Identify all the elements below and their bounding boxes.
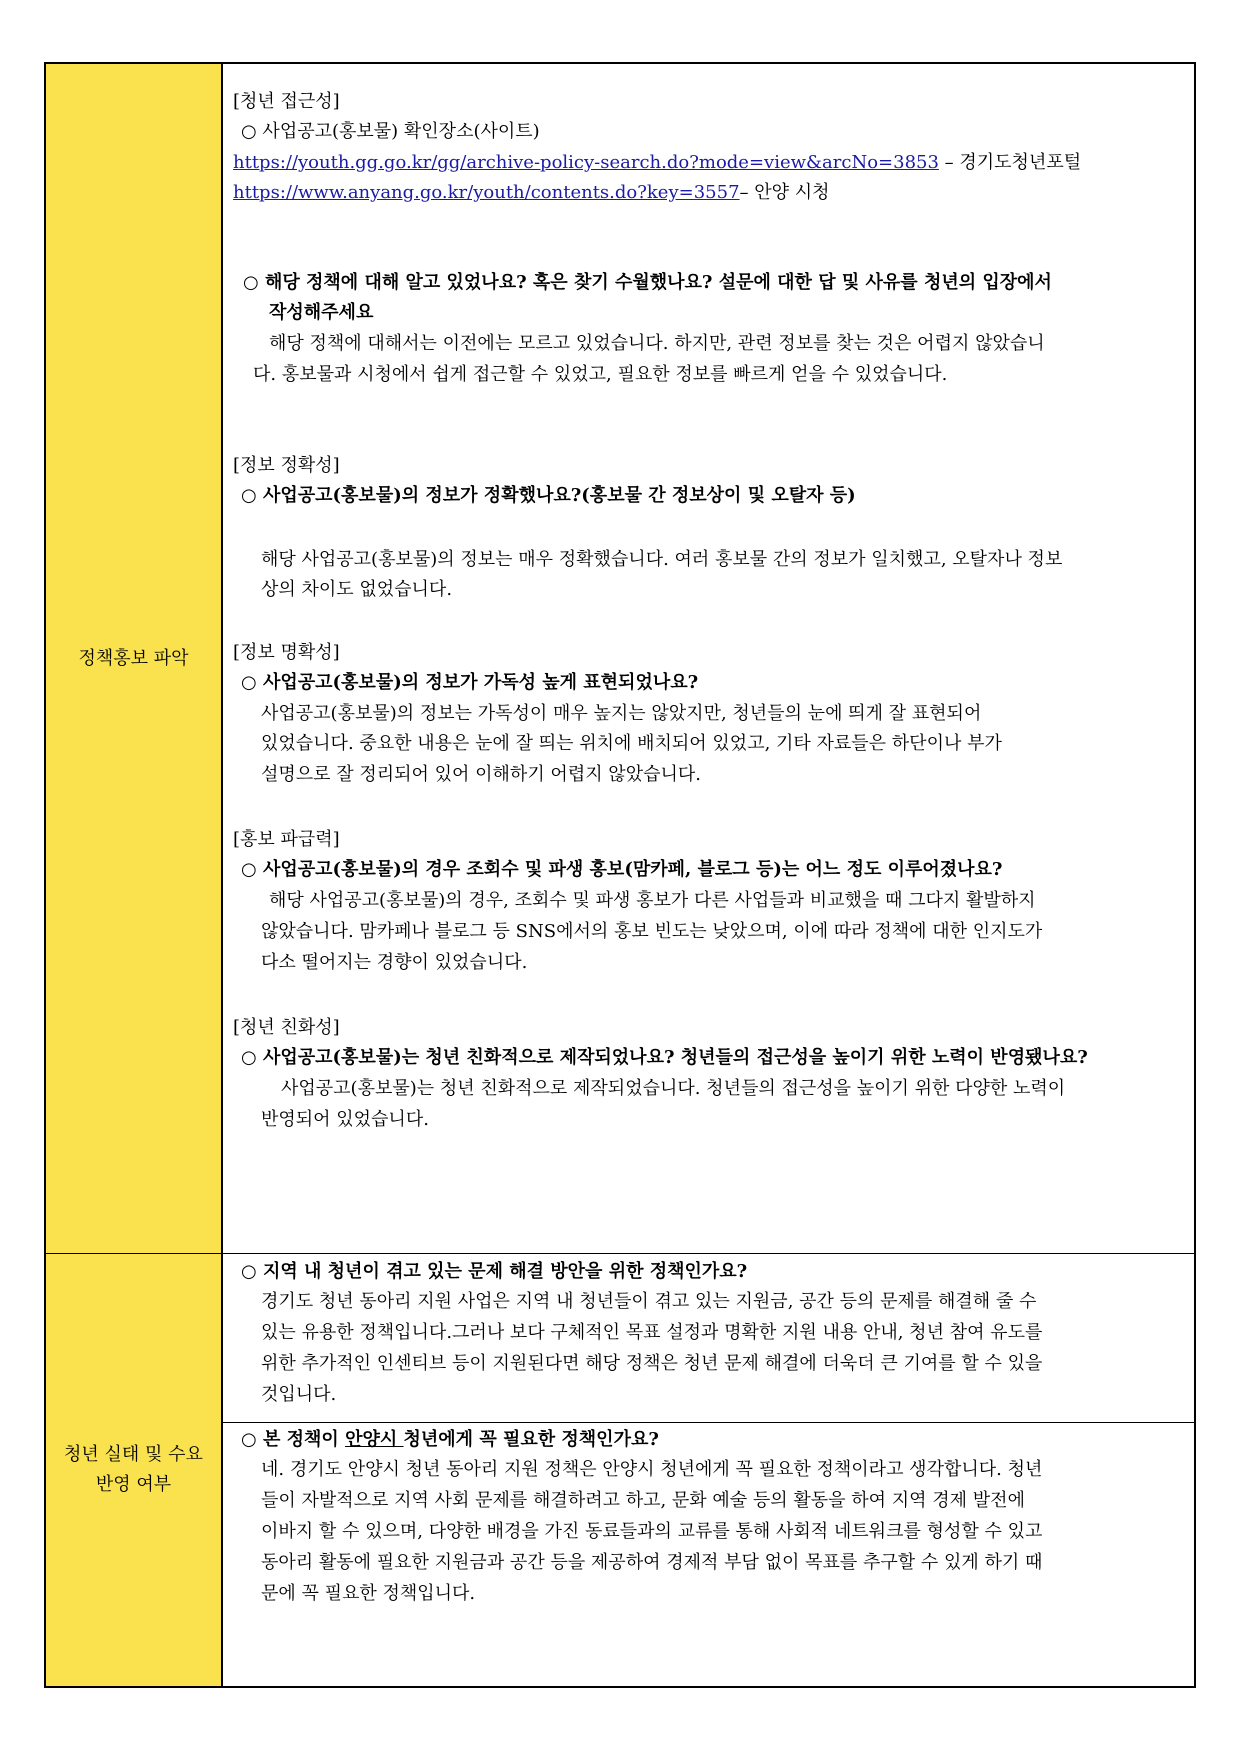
answer-text: 다. 홍보물과 시청에서 쉽게 접근할 수 있었고, 필요한 정보를 빠르게 얻을 수 있었습니다. xyxy=(253,364,948,385)
link-line-2 xyxy=(233,181,830,205)
city-name: 안양시 xyxy=(345,1429,404,1450)
row-label-youth-needs xyxy=(46,1254,223,1686)
link-anyang-city[interactable]: https://www.anyang.go.kr/youth/contents.do?key=3557 xyxy=(233,182,740,203)
heading-youth-access: [청년 접근성] xyxy=(233,91,340,112)
heading-info-clarity: [정보 명확성] xyxy=(233,642,340,663)
inner-divider xyxy=(223,1422,1194,1423)
answer-text: 동아리 활동에 필요한 지원금과 공간 등을 제공하여 경제적 부담 없이 목표를 추구할 수 있게 하기 때 xyxy=(261,1552,1043,1573)
question-awareness: ○ 해당 정책에 대해 알고 있었나요? 혹은 찾기 수월했나요? 설문에 대한 답 및 사유를 청년의 입장에서 xyxy=(243,272,1052,293)
label-text: 정책홍보 파악 xyxy=(78,647,189,669)
answer-text: 있는 유용한 정책입니다.그러나 보다 구체적인 목표 설정과 명확한 지원 내용 안내, 청년 참여 유도를 xyxy=(261,1322,1043,1343)
answer-text: 반영되어 있었습니다. xyxy=(261,1109,429,1130)
answer-text: 위한 추가적인 인센티브 등이 지원된다면 해당 정책은 청년 문제 해결에 더욱더 큰 기여를 할 수 있을 xyxy=(261,1353,1043,1374)
answer-text: 사업공고(홍보물)의 정보는 가독성이 매우 높지는 않았지만, 청년들의 눈에 띄게 잘 표현되어 xyxy=(261,703,982,724)
row-policy-promotion xyxy=(46,64,1194,1254)
answer-text: 상의 차이도 없었습니다. xyxy=(261,579,453,600)
heading-info-accuracy: [정보 정확성] xyxy=(233,455,340,476)
answer-text: 것입니다. xyxy=(261,1384,337,1405)
question-clarity: ○ 사업공고(홍보물)의 정보가 가독성 높게 표현되었나요? xyxy=(241,672,699,693)
question-friendliness: ○ 사업공고(홍보물)는 청년 친화적으로 제작되었나요? 청년들의 접근성을 높이기 위한 노력이 반영됐나요? xyxy=(241,1047,1088,1068)
question-necessity xyxy=(241,1428,659,1452)
question-accuracy: ○ 사업공고(홍보물)의 정보가 정확했나요?(홍보물 간 정보상이 및 오탈자 등) xyxy=(241,485,856,506)
row-label-policy-promotion xyxy=(46,64,223,1253)
answer-text: 설명으로 잘 정리되어 있어 이해하기 어렵지 않았습니다. xyxy=(261,764,701,785)
answer-text: 있었습니다. 중요한 내용은 눈에 잘 띄는 위치에 배치되어 있었고, 기타 자료들은 하단이나 부가 xyxy=(261,733,1002,754)
answer-text: 해당 사업공고(홍보물)의 경우, 조회수 및 파생 홍보가 다른 사업들과 비교했을 때 그다지 활발하지 xyxy=(269,890,1036,911)
answer-text: 않았습니다. 맘카페나 블로그 등 SNS에서의 홍보 빈도는 낮았으며, 이에 따라 정책에 대한 인지도가 xyxy=(261,921,1043,942)
answer-text: 해당 정책에 대해서는 이전에는 모르고 있었습니다. 하지만, 관련 정보를 찾는 것은 어렵지 않았습니 xyxy=(269,333,1045,354)
question-prefix: ○ 본 정책이 xyxy=(241,1429,346,1450)
evaluation-table xyxy=(44,62,1196,1688)
link-suffix: – 안양 시청 xyxy=(739,182,830,203)
question-suffix: 청년에게 꼭 필요한 정책인가요? xyxy=(403,1429,659,1450)
link-line-1 xyxy=(233,151,1081,175)
content-policy-promotion xyxy=(223,64,1194,1253)
answer-text: 다소 떨어지는 경향이 있었습니다. xyxy=(261,952,528,973)
link-youth-portal[interactable]: https://youth.gg.go.kr/gg/archive-policy-search.do?mode=view&arcNo=3853 xyxy=(233,152,939,173)
answer-text: 이바지 할 수 있으며, 다양한 배경을 가진 동료들과의 교류를 통해 사회적 네트워크를 형성할 수 있고 xyxy=(261,1521,1043,1542)
answer-text: 사업공고(홍보물)는 청년 친화적으로 제작되었습니다. 청년들의 접근성을 높이기 위한 다양한 노력이 xyxy=(281,1078,1066,1099)
answer-text: 경기도 청년 동아리 지원 사업은 지역 내 청년들이 겪고 있는 지원금, 공간 등의 문제를 해결해 줄 수 xyxy=(261,1291,1037,1312)
heading-youth-friendliness: [청년 친화성] xyxy=(233,1017,340,1038)
heading-promotion-reach: [홍보 파급력] xyxy=(233,829,340,850)
answer-text: 네. 경기도 안양시 청년 동아리 지원 정책은 안양시 청년에게 꼭 필요한 정책이라고 생각합니다. 청년 xyxy=(261,1459,1043,1480)
answer-text: 해당 사업공고(홍보물)의 정보는 매우 정확했습니다. 여러 홍보물 간의 정보가 일치했고, 오탈자나 정보 xyxy=(261,549,1063,570)
answer-text: 들이 자발적으로 지역 사회 문제를 해결하려고 하고, 문화 예술 등의 활동을 하여 지역 경제 발전에 xyxy=(261,1490,1025,1511)
label-text: 청년 실태 및 수요 xyxy=(64,1444,203,1465)
question-reach: ○ 사업공고(홍보물)의 경우 조회수 및 파생 홍보(맘카페, 블로그 등)는 어느 정도 이루어졌나요? xyxy=(241,859,1003,880)
row-youth-needs xyxy=(46,1254,1194,1686)
label-text: 반영 여부 xyxy=(95,1474,172,1495)
question-site: ○ 사업공고(홍보물) 확인장소(사이트) xyxy=(241,121,540,142)
question-awareness-cont: 작성해주세요 xyxy=(269,302,374,323)
question-local-problem: ○ 지역 내 청년이 겪고 있는 문제 해결 방안을 위한 정책인가요? xyxy=(241,1261,748,1282)
answer-text: 문에 꼭 필요한 정책입니다. xyxy=(261,1583,476,1604)
link-suffix: – 경기도청년포털 xyxy=(938,152,1082,173)
content-youth-needs xyxy=(223,1254,1194,1686)
